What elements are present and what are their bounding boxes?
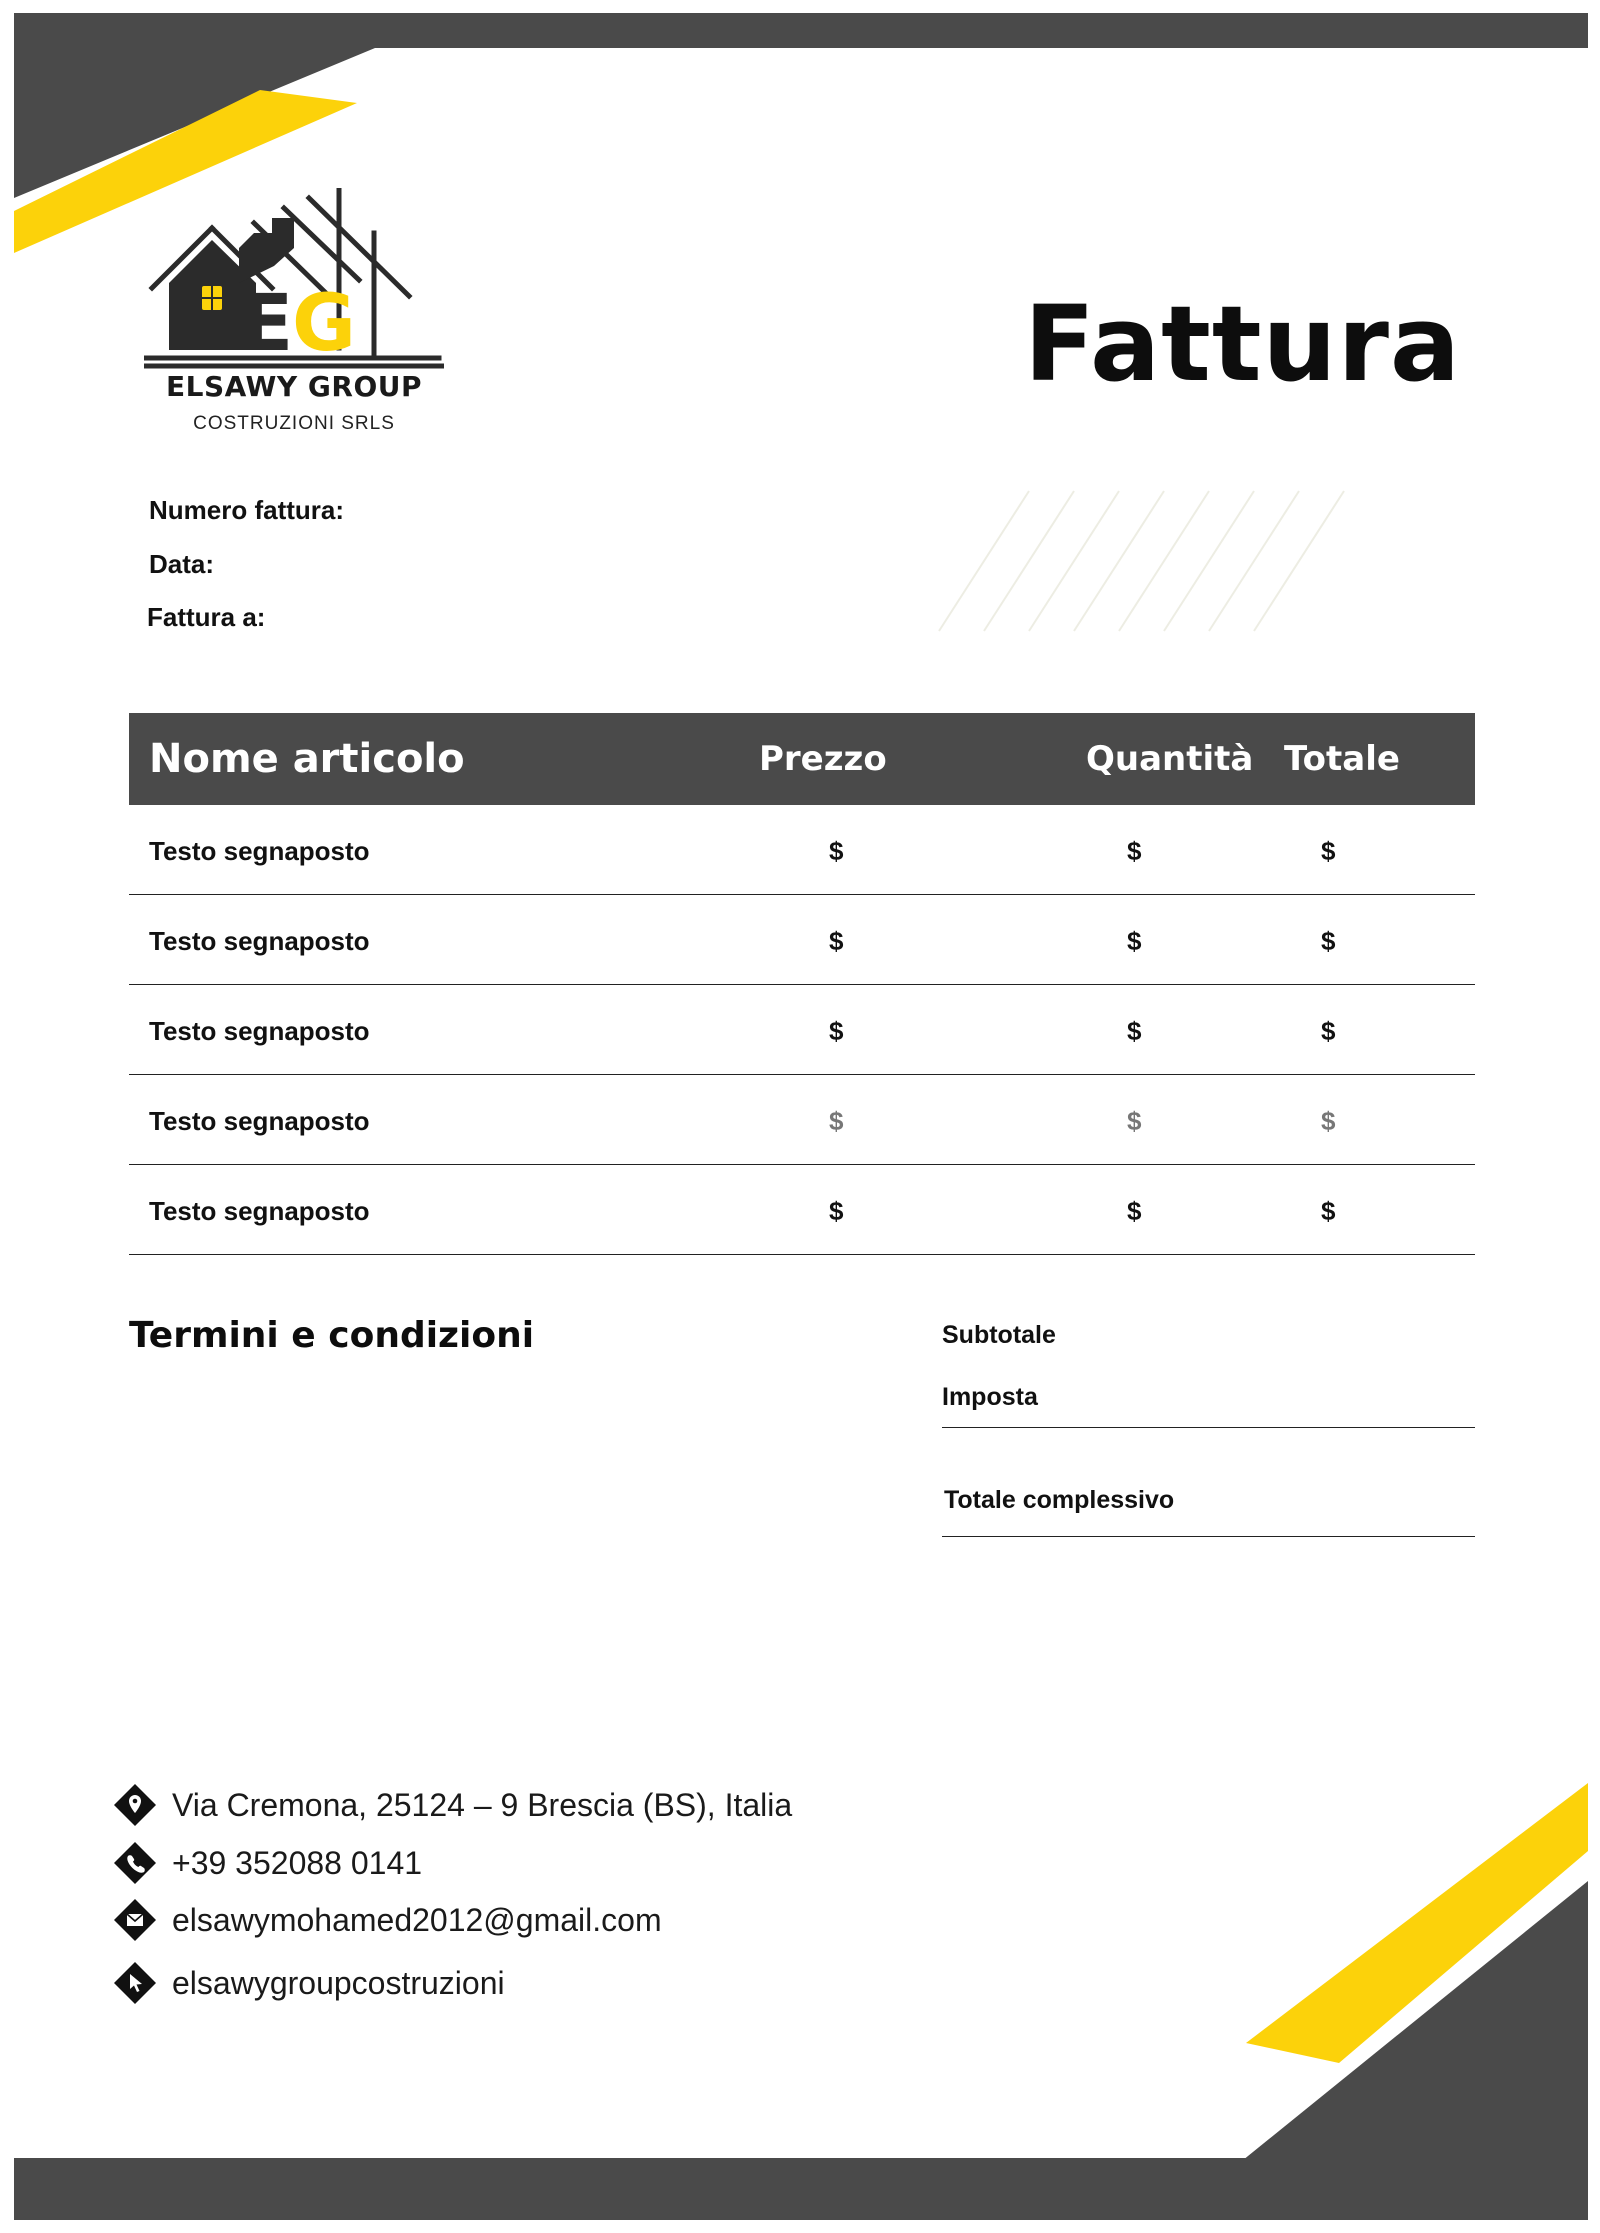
logo-initial-e: E [240,279,294,369]
terms-title: Termini e condizioni [129,1315,535,1356]
row-price: $ [829,1196,844,1226]
row-item-name: Testo segnaposto [149,1106,370,1136]
invoice-number-label: Numero fattura: [149,495,345,525]
header-quantity: Quantità [1086,739,1254,779]
subtotal-label: Subtotale [942,1321,1056,1349]
row-item-name: Testo segnaposto [149,926,370,956]
company-name: ELSAWY GROUP [165,370,423,403]
items-table [129,713,1475,1255]
table-row [129,985,1475,1075]
cursor-icon [114,1962,156,2004]
faint-hatch-pattern [939,491,1344,631]
row-total: $ [1321,1016,1336,1046]
logo-initial-g: G [292,279,357,369]
row-price: $ [829,926,844,956]
header-item-name: Nome articolo [149,736,465,782]
tax-label: Imposta [942,1383,1038,1411]
header-price: Prezzo [759,739,887,779]
phone-icon [114,1842,156,1884]
row-item-name: Testo segnaposto [149,1196,370,1226]
bill-to-label: Fattura a: [147,602,266,632]
row-quantity: $ [1127,836,1142,866]
address-text: Via Cremona, 25124 – 9 Brescia (BS), Italia [172,1787,793,1823]
table-row [129,805,1475,895]
row-item-name: Testo segnaposto [149,1016,370,1046]
row-quantity: $ [1127,1016,1142,1046]
summary-bottom-divider [942,1536,1475,1537]
invoice-page [14,13,1588,2220]
envelope-icon [114,1899,156,1941]
row-price: $ [829,836,844,866]
row-quantity: $ [1127,1196,1142,1226]
table-row [129,1165,1475,1255]
table-header [129,713,1475,805]
grand-total-label: Totale complessivo [944,1486,1175,1514]
phone-text: +39 352088 0141 [172,1845,423,1881]
row-price: $ [829,1016,844,1046]
table-row [129,1075,1475,1165]
row-total: $ [1321,926,1336,956]
row-price: $ [829,1106,844,1136]
bottom-dark-band [14,2158,1588,2220]
row-total: $ [1321,1106,1336,1136]
document-title: Fattura [1024,283,1462,405]
row-item-name: Testo segnaposto [149,836,370,866]
row-total: $ [1321,1196,1336,1226]
row-quantity: $ [1127,926,1142,956]
email-text: elsawymohamed2012@gmail.com [172,1902,662,1938]
row-total: $ [1321,836,1336,866]
date-label: Data: [149,549,215,579]
summary-divider [942,1427,1475,1428]
website-text: elsawygroupcostruzioni [172,1965,505,2001]
location-pin-icon [114,1784,156,1826]
header-total: Totale [1284,739,1400,779]
company-subtitle: COSTRUZIONI SRLS [193,413,395,434]
table-row [129,895,1475,985]
row-quantity: $ [1127,1106,1142,1136]
